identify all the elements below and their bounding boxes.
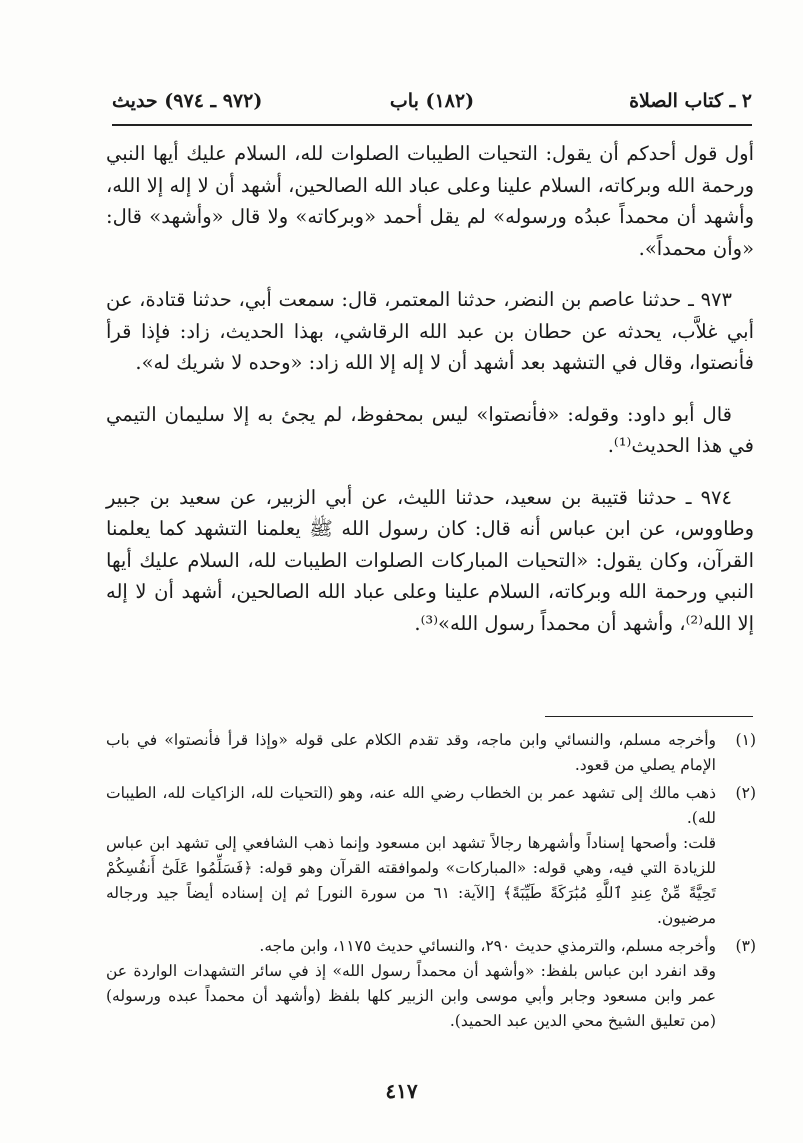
- paragraph-hadith-973: ٩٧٣ ـ حدثنا عاصم بن النضر، حدثنا المعتمر، قال: سمعت أبي، حدثنا قتادة، عن أبي غلاَّب، يحدثه عن حطان بن عبد الله الرقاشي، بهذا الحديث، زاد: فإذا قرأ فأنصتوا، وقال في التشهد بعد أشهد أن لا إله إلا الله زاد: «وحده لا شريك له».: [106, 288, 754, 374]
- hadith-range: (٩٧٢ ـ ٩٧٤) حديث: [112, 90, 263, 112]
- footnote-3: [106, 934, 756, 1034]
- chapter-title: ٢ ـ كتاب الصلاة: [629, 90, 752, 112]
- footnote-number: (٣): [735, 937, 756, 955]
- paragraph: أول قول أحدكم أن يقول: التحيات الطيبات الصلوات لله، السلام عليك أيها النبي ورحمة الله وبركاته، السلام علينا وعلى عباد الله الصالحين، أشهد أن لا إله إلا الله، وأشهد أن محمداً عبدُه ورسوله» لم يقل أحمد «وبركاته» ولا قال «وأشهد» قال: «وأن محمداً».: [106, 142, 754, 260]
- main-text: [106, 138, 754, 659]
- footnote-text: [106, 934, 716, 1034]
- paragraph-abu-dawud-comment: قال أبو داود: وقوله: «فأنصتوا» ليس بمحفوظ، لم يجئ به إلا سليمان التيمي في هذا الحديث⁽¹⁾.: [106, 402, 754, 457]
- header-rule: [112, 124, 752, 126]
- footnote-text: [106, 728, 716, 778]
- running-header: [112, 86, 752, 120]
- footnote-number: (٢): [735, 784, 756, 802]
- footnote-line: قلت: وأصحها إسناداً وأشهرها رجالاً تشهد ابن مسعود وإنما ذهب الشافعي إلى تشهد ابن عباس للزيادة التي فيه، وهي قوله: «المباركات» ولموافقته القرآن وهو قوله: ﴿فَسَلِّمُوا عَلَىٰٓ أَنفُسِكُمْ تَحِيَّةً مِّنْ عِندِ ٱللَّهِ مُبَٰرَكَةً طَيِّبَةً﴾ [الآية: ٦١ من سورة النور] ثم إن إسناده أيضاً جيد ورجاله مرضيون.: [106, 834, 716, 927]
- footnote-rule: [545, 716, 753, 717]
- footnote-line: وأخرجه مسلم، والترمذي حديث ٢٩٠، والنسائي حديث ١١٧٥، وابن ماجه.: [259, 937, 716, 955]
- footnote-2: [106, 781, 756, 931]
- footnote-number: (١): [735, 731, 756, 749]
- footnotes: [106, 728, 756, 1037]
- footnote-text: [106, 781, 716, 931]
- section-title: (١٨٢) باب: [389, 90, 475, 112]
- paragraph-hadith-974: ٩٧٤ ـ حدثنا قتيبة بن سعيد، حدثنا الليث، عن أبي الزبير، عن سعيد بن جبير وطاووس، عن ابن عباس أنه قال: كان رسول الله ﷺ يعلمنا التشهد كما يعلمنا القرآن، وكان يقول: «التحيات المباركات الصلوات الطيبات لله، السلام عليك أيها النبي ورحمة الله وبركاته، السلام علينا وعلى عباد الله الصالحين، أشهد أن لا إله إلا الله⁽²⁾، وأشهد أن محمداً رسول الله»⁽³⁾.: [106, 485, 754, 635]
- footnote-1: [106, 728, 756, 778]
- footnote-line: وقد انفرد ابن عباس بلفظ: «وأشهد أن محمداً رسول الله» إذ في سائر التشهدات الواردة عن عمر وابن مسعود وجابر وأبي موسى وابن الزبير كلها بلفظ (وأشهد أن محمداً عبده ورسوله) (من تعليق الشيخ محي الدين عبد الحميد).: [106, 962, 716, 1030]
- footnote-line: ذهب مالك إلى تشهد عمر بن الخطاب رضي الله عنه، وهو (التحيات لله، الزاكيات لله، الطيبات لله).: [106, 784, 716, 827]
- footnote-line: وأخرجه مسلم، والنسائي وابن ماجه، وقد تقدم الكلام على قوله «وإذا قرأ فأنصتوا» في باب الإمام يصلي من قعود.: [106, 731, 717, 774]
- page-number: ٤١٧: [385, 1079, 418, 1103]
